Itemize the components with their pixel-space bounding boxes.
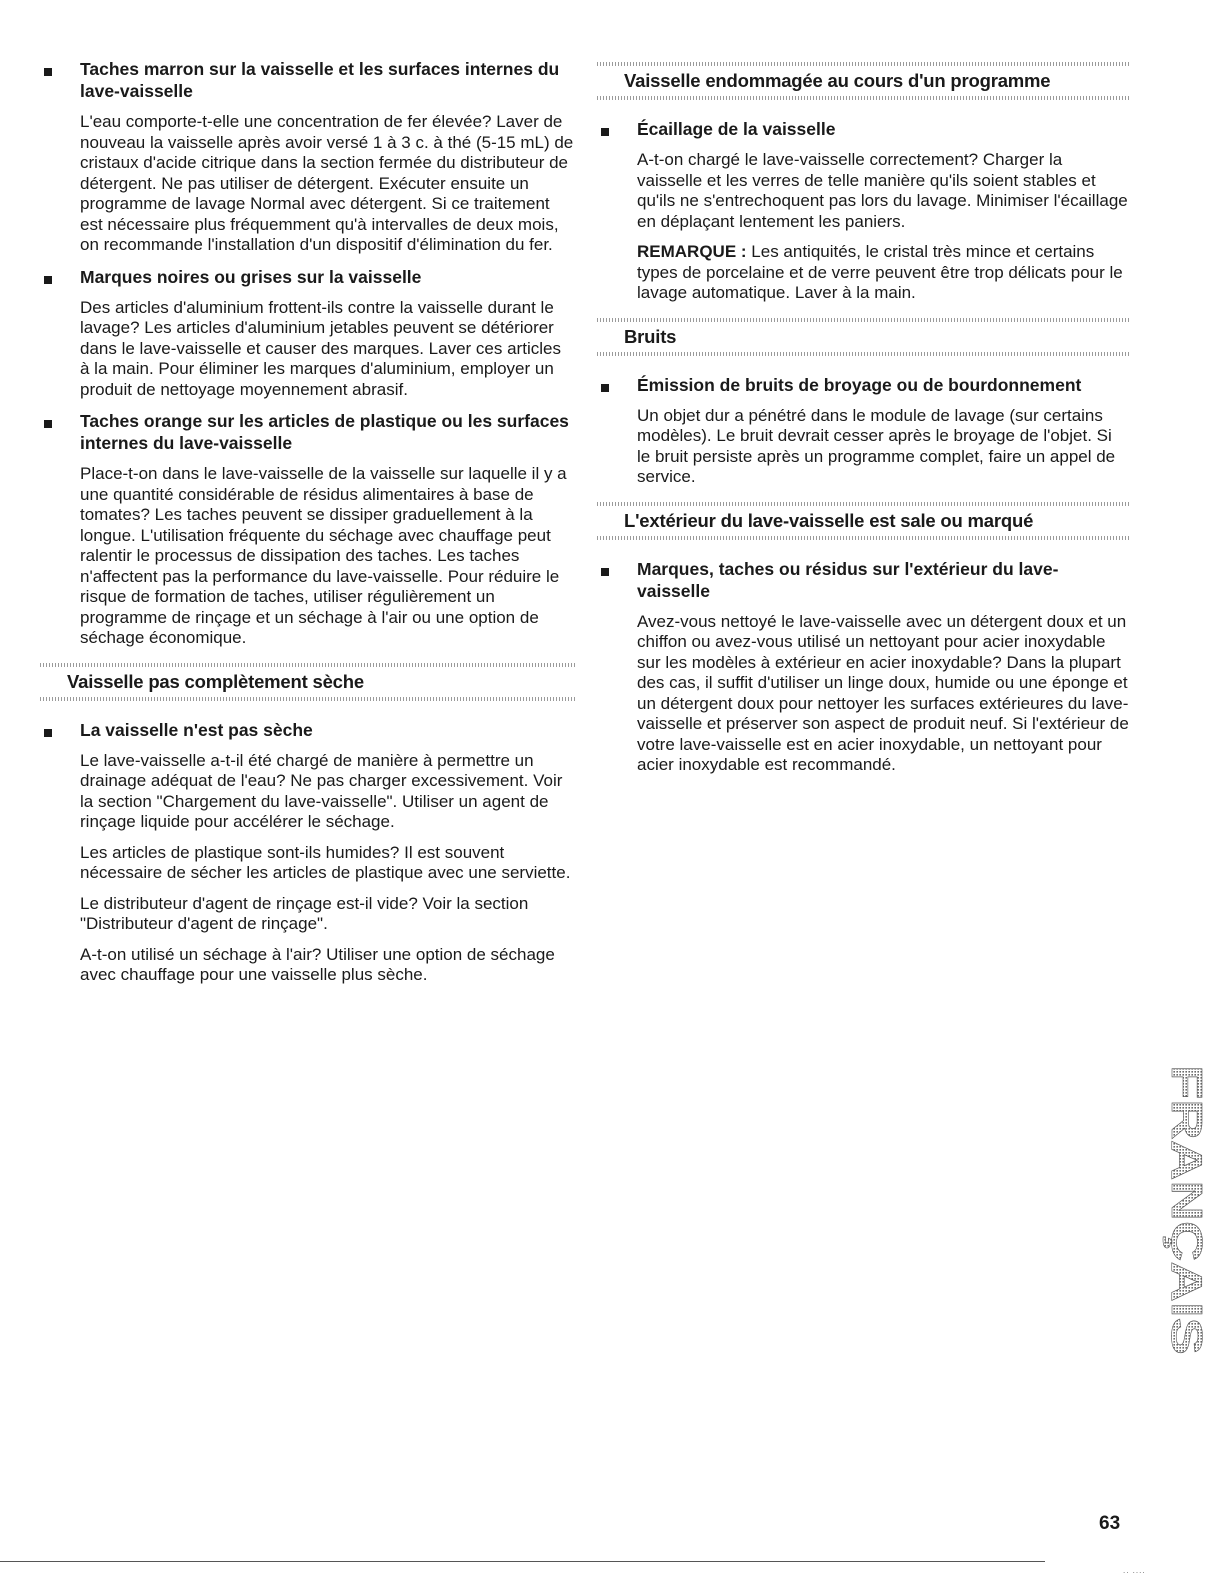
section-rule-bottom (40, 697, 575, 701)
section-rule-bottom (597, 536, 1129, 540)
section-heading (597, 62, 1129, 100)
section-title: Vaisselle pas complètement sèche (67, 670, 364, 692)
item-title: Marques noires ou grises sur la vaisselle (80, 266, 422, 287)
item-paragraph: Avez-vous nettoyé le lave-vaisselle avec un détergent doux et un chiffon ou avez-vous utilisé un nettoyant pour acier inoxydable sur les modèles à extérieur en acier inoxydable? Dans la plupart des cas, il suffit d'utiliser un linge doux, humide ou une éponge et un détergent doux pour nettoyer les surfaces extérieures du lave-vaisselle et préserver son aspect de produit neuf. Si l'extérieur de votre lave-vaisselle est en acier inoxydable, un nettoyant pour acier inoxydable est recommandé. (637, 611, 1129, 774)
footer-rule (0, 1561, 1045, 1562)
note-label: REMARQUE : (637, 242, 747, 261)
troubleshoot-item (40, 410, 575, 649)
item-title: Écaillage de la vaisselle (637, 119, 836, 139)
item-paragraph: Le lave-vaisselle a-t-il été chargé de manière à permettre un drainage adéquat de l'eau? Ne pas charger excessivement. Voir la section "Chargement du lave-vaisselle". Utiliser un agent de rinçage liquide pour accélérer le séchage. (80, 750, 563, 831)
section-rule-bottom (597, 352, 1129, 356)
bullet-icon (601, 568, 609, 576)
item-title: Émission de bruits de broyage ou de bourdonnement (637, 374, 1082, 395)
item-paragraph: Place-t-on dans le lave-vaisselle de la vaisselle sur laquelle il y a une quantité considérable de résidus alimentaires à base de tomates? Les taches peuvent se dissiper graduellement à la longue. L'utilisation fréquente du séchage avec chauffage peut ralentir le processus de dissipation des taches. Les taches n'affectent pas la performance du lave-vaisselle. Pour réduire le risque de formation de taches, utiliser régulièrement un programme de rinçage et un séchage à l'air ou une option de séchage économique. (80, 464, 567, 647)
note-paragraph (637, 242, 1129, 304)
left-column (40, 58, 575, 996)
bullet-icon (44, 729, 52, 737)
right-column (597, 58, 1129, 786)
troubleshoot-item (597, 374, 1129, 488)
section-heading (597, 318, 1129, 356)
troubleshoot-item (40, 58, 575, 256)
note-text: Les antiquités, le cristal très mince et certains types de porcelaine et de verre peuvent être trop délicats pour le lavage automatique. Laver à la main. (637, 242, 1123, 302)
item-paragraph: Un objet dur a pénétré dans le module de lavage (sur certains modèles). Le bruit devrait cesser après le broyage de l'objet. Si le bruit persiste après un programme complet, faire un appel de service. (637, 405, 1116, 486)
section-rule-bottom (597, 96, 1129, 100)
troubleshoot-item (597, 558, 1129, 776)
language-side-tab (1158, 1065, 1213, 1355)
item-title: La vaisselle n'est pas sèche (80, 719, 313, 740)
item-title: Marques, taches ou résidus sur l'extérieur du lave-vaisselle (637, 558, 1059, 601)
item-title: Taches marron sur la vaisselle et les surfaces internes du lave-vaisselle (80, 59, 560, 101)
item-title: Taches orange sur les articles de plastique ou les surfaces internes du lave-vaisselle (80, 411, 569, 453)
troubleshoot-item (597, 118, 1129, 304)
bullet-icon (601, 384, 609, 392)
language-tab-label: FRANÇAIS (1162, 1065, 1211, 1293)
item-paragraph: A-t-on utilisé un séchage à l'air? Utiliser une option de séchage avec chauffage pour une vaisselle plus sèche. (80, 944, 555, 984)
troubleshoot-item (40, 266, 575, 401)
item-paragraph: Des articles d'aluminium frottent-ils contre la vaisselle durant le lavage? Les articles d'aluminium jetables peuvent se détériorer dans le lave-vaisselle et causer des marques. Laver ces articles à la main. Pour éliminer les marques d'aluminium, employer un produit de nettoyage moyennement abrasif. (80, 297, 561, 399)
item-paragraph: Les articles de plastique sont-ils humides? Il est souvent nécessaire de sécher les articles de plastique avec une serviette. (80, 842, 571, 882)
bullet-icon (601, 128, 609, 136)
section-title: Bruits (624, 325, 677, 347)
section-heading (40, 663, 575, 701)
section-title: Vaisselle endommagée au cours d'un programme (624, 70, 1051, 91)
bullet-icon (44, 68, 52, 76)
language-tab-graphic (1158, 1065, 1213, 1355)
bullet-icon (44, 276, 52, 284)
item-paragraph: Le distributeur d'agent de rinçage est-il vide? Voir la section "Distributeur d'agent de rinçage". (80, 893, 529, 933)
page-number: 63 (1099, 1513, 1121, 1534)
item-paragraph: A-t-on chargé le lave-vaisselle correctement? Charger la vaisselle et les verres de telle manière qu'ils soient stables et qu'ils ne s'entrechoquent pas lors du lavage. Minimiser l'écaillage en déplaçant lentement les paniers. (637, 150, 1128, 231)
section-title: L'extérieur du lave-vaisselle est sale ou marqué (624, 509, 1034, 531)
print-mark: .. .... (1123, 1566, 1146, 1575)
section-heading (597, 502, 1129, 540)
troubleshoot-item (40, 719, 575, 986)
item-paragraph: L'eau comporte-t-elle une concentration de fer élevée? Laver de nouveau la vaisselle après avoir versé 1 à 3 c. à thé (5-15 mL) de cristaux d'acide citrique dans la section fermée du distributeur de détergent. Ne pas utiliser de détergent. Exécuter ensuite un programme de lavage Normal avec détergent. Si ce traitement est nécessaire plus fréquemment qu'à intervalles de deux mois, on recommande l'installation d'un dispositif d'élimination du fer. (80, 112, 574, 254)
bullet-icon (44, 420, 52, 428)
